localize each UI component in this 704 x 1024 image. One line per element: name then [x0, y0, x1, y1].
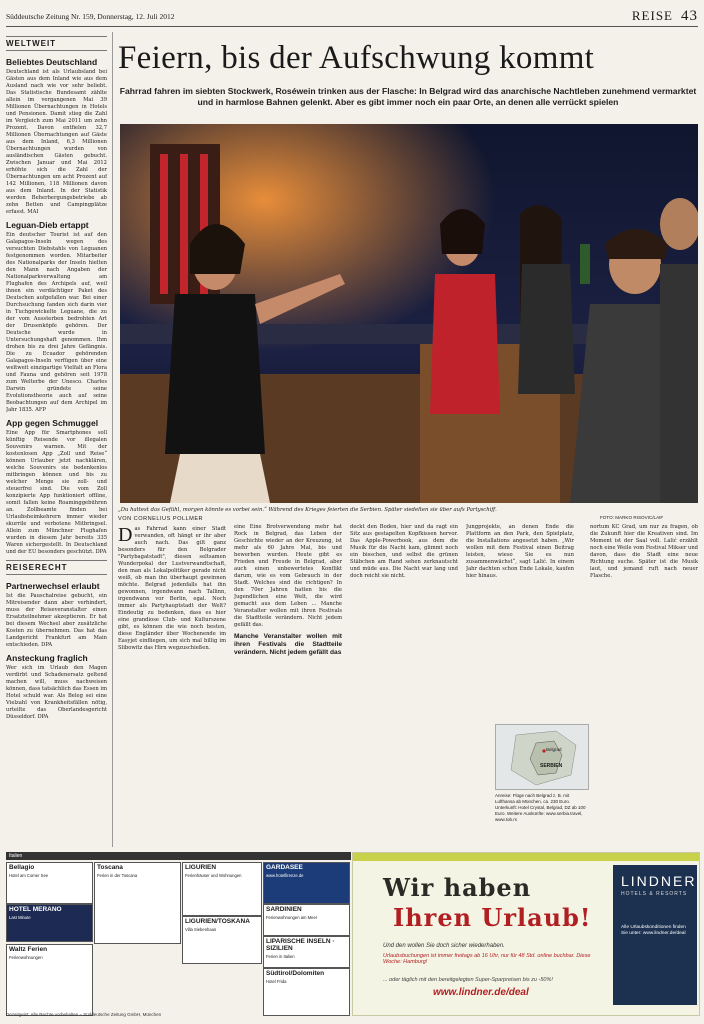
column-text: nortum KC Grad, um nur zu fragen, ob die Zukunft hier die Kreativen sind. Im Moment ist der Saal voll. Lalić erzählt noch eine Weile vom Festival Mikser und davon, dass die Stadt eine neue Richtung suche. Später ist die Musik laut, und jemand ruft nach neuer Flasche. [590, 524, 698, 579]
lindner-small-2: Urlaubsbuchungen ist immer freitags ab 16 Uhr, nur für 48 Std. online buchbar. Diese Woche: Hamburg! [383, 953, 591, 965]
sidebar-item-heading: Ansteckung fraglich [6, 653, 88, 663]
ads-band: Italien [6, 852, 351, 860]
ad-title: SARDINIEN [266, 906, 302, 913]
lindner-ad[interactable] [352, 852, 700, 1016]
ad-box[interactable] [94, 862, 181, 944]
map-country-label: SERBIEN [540, 763, 563, 769]
info-box [495, 724, 587, 844]
sidebar-item-text: Ist die Pauschalreise gebucht, ein Mitreisender dann aber verhindert, muss der Reiseveranstalter einen Ersatzteilnehmer akzeptieren. Er hat bei diesem Wechsel aber zusätzliche Kosten zu übernehmen. Das hat das Landgericht Frankfurt am Main entschieden. DPA [6, 593, 107, 648]
subhead: Manche Veranstalter wollen mit ihren Festivals die Stadtteile verändern. Nicht jedem gefällt das [234, 633, 342, 656]
photo-credit: FOTO: MARKO RISOVIC/LAIF [600, 515, 664, 520]
ad-text: Ferienhäuser und Wohnungen [185, 873, 242, 878]
sidebar-item-text: Eine App für Smartphones soll künftig Reisende vor illegalen Souvenirs warnen. Mit der kostenlosen App „Zoll und Reise“ können Urlauber jetzt nachklären, welche Souvenirs sie bedenkenlos mitbringen können und bis zu welcher Menge sie zoll- und steuerfrei sind. Die vom Zoll konzipierte App funktioniert offline, somit fallen keine Roaminggebühren an. Zollbeamte finden bei Urlaubsheimkehrern immer wieder skurrile und verbotene Mitbringsel. Allein zum Münchner Flughafen wurden in diesem Jahr bereits 335 Waren sichergestellt. In Deutschland und der EU besonders geschützt. DPA [6, 430, 107, 555]
ad-title: Südtirol/Dolomiten [266, 970, 325, 977]
ad-box[interactable] [263, 936, 350, 968]
ad-text: Ferien in Italien [266, 954, 295, 959]
ad-text: Hotel am Comer See [9, 873, 49, 878]
sidebar-item [6, 418, 107, 556]
lindner-small-1: Und den wollen Sie doch sicher wiederhaben. [383, 943, 505, 949]
sidebar-item-text: Wer sich im Urlaub den Magen verdirbt und Schadenersatz geltend machen will, muss nachweisen können, dass tatsächlich das Essen im Hotel schuld war. Als Beleg sei eine Vielzahl von Krankheitsfällen nötig, urteilte das Oberlandesgericht Düsseldorf. DPA [6, 665, 107, 720]
ad-box[interactable] [263, 968, 350, 1016]
locator-map [495, 724, 589, 790]
sidebar-section-label: WELTWEIT [6, 36, 107, 51]
page-number: 43 [681, 8, 698, 24]
column-text: eine Eine Brotverwendung mehr hat Rock in Belgrad, das Leben der Geschichte wieder an der Kreuzung, ist mehr als 60 Jahre Mal, bis und bewerben wurden. Heute gibt es Frieden und Freude in Belgrad, aber auch einen unbewertetes Konflikt darum, wie es vom Gebrauch in der Stadt. Welches sind die richtigen? In den 70er Jahren hatten bis die Jugendlichen eine Welt, die wird gemacht aus dem Leben ... Manche Veranstalter wollen mit ihren Festivals die Stadtteile verändern. Nicht jedem gefällt das. [234, 524, 342, 628]
section-name: REISE [631, 8, 673, 23]
lindner-brand: LINDNER [621, 873, 697, 889]
sidebar-item-heading: App gegen Schmuggel [6, 418, 99, 428]
ad-text: Villa Siebenhaus [185, 927, 217, 932]
sidebar [6, 32, 107, 847]
ad-title: HOTEL MERANO [9, 906, 62, 913]
ad-box[interactable] [6, 904, 93, 942]
column-text: deckt den Boden, hier und da ragt ein Sitz aus gestapelten Kopfkissen hervor. Das Apple-Powerbook, aus dem die Musik für die Nacht kam, glimmt noch ein bisschen, und selbst die grünen Stäbchen am Rand sehen zerknautscht und müde aus. Die Nacht war lang und doch reicht sie nicht. [350, 524, 458, 579]
info-text: Anreise: Flüge nach Belgrad z. B. mit Lufthansa ab München, ca. 230 Euro. Unterkunft: Hotel Crystal, Belgrad, DZ ab 100 Euro. Weitere Auskünfte: www.serbia.travel, www.tob.rs [495, 793, 586, 822]
article-column-2 [234, 524, 342, 844]
article-standfirst: Fahrrad fahren im siebten Stockwerk, Roséwein trinken aus der Flasche: In Belgrad wird das anarchische Nachtleben zunehmend vermarktet und in harmlose Bahnen gelenkt. Aber es gibt immer noch ein paar Orte, an denen alle verrückt spielen [119, 86, 697, 107]
ad-box[interactable] [182, 862, 262, 916]
ad-title: Toscana [97, 864, 123, 871]
column-text: Jungprojekte, an denen Ende die Plattform an den Park, den Spielplatz, die Installations angesetzt haben. „Wir wollen mit dem Festival einen Beitrag leisten, wieso Sie es nun zusammenwächst“, sagt Lalić. In einem Jahr dachten schon Ende Lokale, kaufen hier hinaus. [466, 524, 574, 579]
map-illustration [496, 725, 588, 789]
lindner-side-panel [613, 865, 697, 1005]
sidebar-item-heading: Partnerwechsel erlaubt [6, 581, 100, 591]
ad-text: www.hotelfirenze.de [266, 873, 304, 878]
lindner-tagline: HOTELS & RESORTS [621, 891, 688, 897]
ad-text: Ferien in der Toscana [97, 873, 138, 878]
sidebar-item [6, 220, 107, 414]
masthead [6, 8, 698, 24]
sidebar-item-heading: Beliebtes Deutschland [6, 57, 98, 67]
column-text: as Fahrrad kann einer Stadt verwanden, oft hängt er ihr aber auch nach. Das gilt ganz besonders für den Belgrader "Partybagatstadt", diesen seltsamen Wunderpokal der Lustverwandtschaft, den man als Lokalpolitiker gerade nicht weiß, ob man ihn überhaupt gewinnen möchte. Belgrad jedenfalls hat ihn gewonnen, irgendwann nach Tallinn, irgendwann vor Berlin, egal. Noch immer als Partyhauptstadt der Welt? Eindeutig zu bedenken, dass es hier eine grandiose Club- und Kulturszene gibt, es können die wie noch besten, diese Engländer über Wochenende im Easyjet einfliegen, um sich mal billig im Slibowitz das Hirn wegzuschießen. [118, 526, 226, 651]
lindner-side-text: Alle Urlaubskonditionen finden Sie unter: www.lindner.de/deal [621, 925, 686, 936]
ad-text: Last Minute [9, 915, 31, 920]
ad-title: Bellagio [9, 864, 35, 871]
ad-title: Waltz Ferien [9, 946, 48, 953]
lindner-url[interactable]: www.lindner.de/deal [433, 987, 529, 998]
newspaper-info: Süddeutsche Zeitung Nr. 159, Donnerstag, 12. Juli 2012 [6, 12, 175, 21]
map-city-label: Belgrad [546, 747, 562, 752]
advertisement-zone [6, 852, 698, 1024]
sidebar-item-text: Deutschland ist als Urlaubsland bei Gästen aus dem Inland wie aus dem Ausland nach wie vor sehr beliebt. Das Statistische Bundesamt zählte allein im vergangenen Mai 39 Millionen Übernachtungen in Hotels und Pensionen. Damit stieg die Zahl im Vergleich zum Mai 2011 um zehn Prozent. Davon entfielen 32,7 Millionen Übernachtungen auf Gäste aus dem Inland, 6,3 Millionen Übernachtungen wurden von ausländischen Gästen gebucht. Zwischen Januar und Mai 2012 erhöhte sich die Zahl der Übernachtungen um acht Prozent auf 142 Millionen, 118 Millionen davon aus dem Inland. In der Statistik werden Beherbergungsbetriebe ab zehn Betten und Campingplätze erfasst. MAI [6, 69, 107, 215]
lindner-slogan-1: Wir haben [383, 873, 532, 902]
sidebar-item [6, 57, 107, 216]
ad-title: GARDASEE [266, 864, 303, 871]
ad-title: LIGURIEN/TOSKANA [185, 918, 250, 925]
ad-text: Ferienwohnungen am Meer [266, 915, 318, 920]
article-column-4 [466, 524, 574, 714]
article-column-3 [350, 524, 458, 844]
ad-text: Ferienwohnungen [9, 955, 43, 960]
ad-box[interactable] [6, 862, 93, 904]
article-photo [120, 124, 698, 503]
sidebar-item-heading: Leguan-Dieb ertappt [6, 220, 89, 230]
lindner-top-stripe [353, 853, 699, 861]
photo-caption: „Du hattest das Gefühl, morgen könnte es vorbei sein.“ Während des Krieges feierten die Serbien. Später siedelten sie über aufs Partyschiff. [118, 507, 497, 513]
masthead-rule [6, 26, 698, 27]
section-label [632, 8, 698, 25]
ad-box[interactable] [263, 904, 350, 936]
ad-title: LIGURIEN [185, 864, 217, 871]
sidebar-item-text: Ein deutscher Tourist ist auf den Galapagos-Inseln wegen des versuchten Diebstahls von Leguanen festgenommen worden. Mitarbeiter des Nationalparks der Inseln hielten den Mann nach Angaben der Nationalparkverwaltung am Flughafen des Archipels auf, weil ihnen ein verdächtiger Paket des Deutschen aufgefallen war. Bei einer Durchsuchung fanden sich darin vier in Tuchgewickelte Leguane, die zu der vom Aussterben bedrohten Art der Drusenköpfe gehören. Der Deutsche wurde in Untersuchungshaft genommen. Ihm drohen bis zu drei Jahre Gefängnis. Die zu Ecuador gehörenden Galapagos-Inseln verfügen über eine weltweit einzigartige Vielfalt an Flora und Fauna und gehören seit 1978 zum Welterbe der Unesco. Charles Darwin gründete seine Evolutionstheorie auch auf seine Beobachtungen auf dem Archipel im Jahr 1835. AFP [6, 232, 107, 413]
sidebar-item [6, 581, 107, 649]
sidebar-section-label-2: REISERECHT [6, 560, 107, 575]
sidebar-item [6, 653, 107, 721]
ad-box[interactable] [6, 944, 93, 1016]
article-column-5 [590, 524, 698, 844]
party-photo-illustration [120, 124, 698, 503]
page-footer: Dezeitgeist: Alle Rechte vorbehalten – Süddeutsche Zeitung GmbH, München [6, 1012, 162, 1017]
lindner-slogan-2: Ihren Urlaub! [393, 903, 592, 932]
lindner-cta: ... oder täglich mit den bereitgelegten Super-Sparpreisen bis zu -50%! [383, 977, 553, 983]
ad-box[interactable] [182, 916, 262, 964]
ad-title: LIPARISCHE INSELN · SIZILIEN [266, 938, 335, 952]
article-column-1 [118, 526, 226, 846]
dropcap: D [118, 526, 133, 546]
ad-box[interactable] [263, 862, 350, 904]
column-divider [112, 32, 113, 847]
article-headline: Feiern, bis der Aufschwung kommt [118, 40, 595, 76]
ad-text: Hotel Frida [266, 979, 287, 984]
byline: VON CORNELIUS POLLMER [118, 516, 204, 522]
